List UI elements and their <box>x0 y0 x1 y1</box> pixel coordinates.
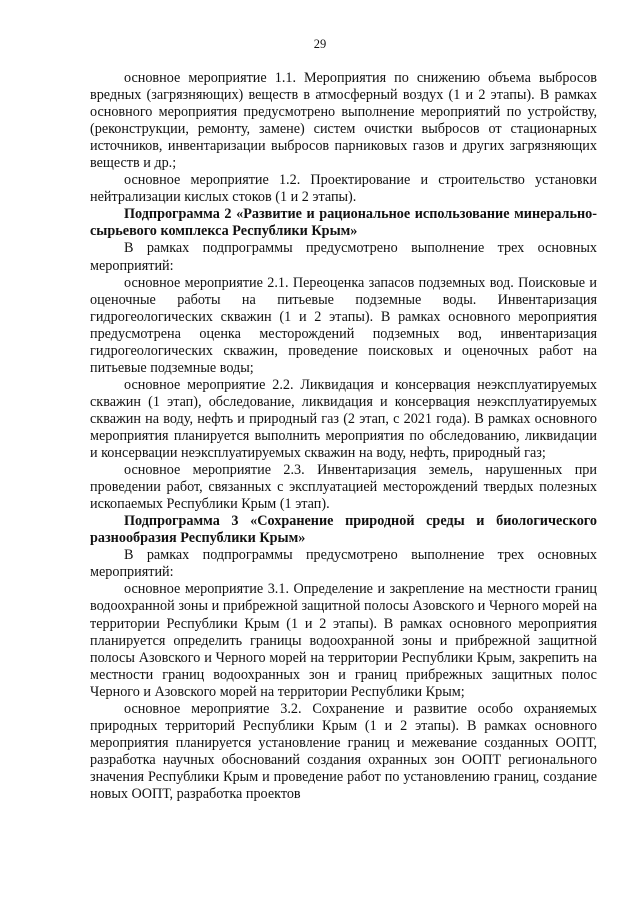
paragraph-measure-3-1: основное мероприятие 3.1. Определение и закрепление на местности границ водоохранной зоны и прибрежной защитной полосы Азовского и Черного морей на территории Республики Крым (1 и 2 этапы). В рамках основного мероприятия планируется определить границы водоохранной зоны и прибрежной защитной полосы Азовского и Черного морей на территории Республики Крым, закрепить на местности границ водоохранных зон и границ прибрежных защитных полос Черного и Азовского морей на территории Республики Крым; <box>90 581 597 700</box>
paragraph-measure-2-3: основное мероприятие 2.3. Инвентаризация земель, нарушенных при проведении работ, связанных с эксплуатацией месторождений твердых полезных ископаемых Республики Крым (1 этап). <box>90 462 597 513</box>
paragraph-measure-3-2: основное мероприятие 3.2. Сохранение и развитие особо охраняемых природных территорий Республики Крым (1 и 2 этапы). В рамках основного мероприятия планируется установление границ и межевание созданных ООПТ, разработка научных обоснований создания охранных зон ООПТ регионального значения Республики Крым и проведение работ по установлению границ, создание новых ООПТ, разработка проектов <box>90 700 597 802</box>
paragraph-measure-1-2: основное мероприятие 1.2. Проектирование и строительство установки нейтрализации кислых стоков (1 и 2 этапы). <box>90 172 597 206</box>
paragraph-measure-2-1: основное мероприятие 2.1. Переоценка запасов подземных вод. Поисковые и оценочные работы на питьевые подземные воды. Инвентаризация гидрогеологических скважин (1 и 2 этапы). В рамках основного мероприятия предусмотрена оценка месторождений подземных вод, инвентаризация гидрогеологических скважин, проведение поисковых и оценочных работ на питьевые подземные воды; <box>90 274 597 376</box>
document-body <box>90 70 597 803</box>
paragraph-subprogram-2-intro: В рамках подпрограммы предусмотрено выполнение трех основных мероприятий: <box>90 240 597 274</box>
paragraph-measure-2-2: основное мероприятие 2.2. Ликвидация и консервация неэксплуатируемых скважин (1 этап), обследование, ликвидация и консервация неэксплуатируемых скважин на воду, нефть и природный газ (2 этап, с 2021 года). В рамках основного мероприятия планируется выполнить мероприятия по обследованию, ликвидации и консервации неэксплуатируемых скважин на воду, нефть, природный газ; <box>90 376 597 462</box>
heading-subprogram-3: Подпрограмма 3 «Сохранение природной среды и биологического разнообразия Республики Крым» <box>90 513 597 547</box>
paragraph-subprogram-3-intro: В рамках подпрограммы предусмотрено выполнение трех основных мероприятий: <box>90 547 597 581</box>
page-number: 29 <box>313 37 327 51</box>
paragraph-measure-1-1: основное мероприятие 1.1. Мероприятия по снижению объема выбросов вредных (загрязняющих) веществ в атмосферный воздух (1 и 2 этапы). В рамках основного мероприятия предусмотрено выполнение мероприятий по устройству, (реконструкции, ремонту, замене) систем очистки выбросов от стационарных источников, инвентаризации выбросов парниковых газов и других загрязняющих веществ и др.; <box>90 70 597 172</box>
heading-subprogram-2: Подпрограмма 2 «Развитие и рациональное использование минерально-сырьевого комплекса Республики Крым» <box>90 206 597 240</box>
